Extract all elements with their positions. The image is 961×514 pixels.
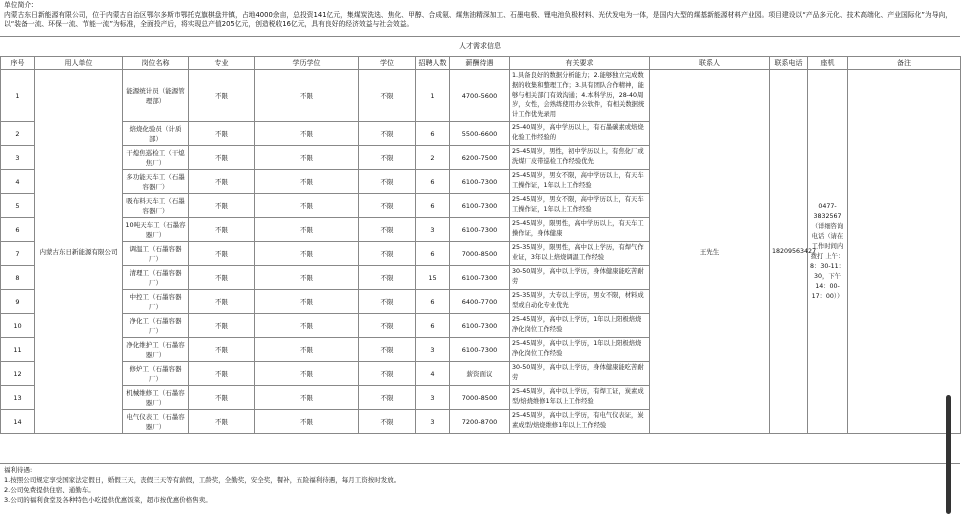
degree-cell: 不限: [359, 242, 416, 266]
salary-cell: 6200-7500: [450, 146, 510, 170]
degree-cell: 不限: [359, 218, 416, 242]
position-name: 净化维护工（石墨容器厂）: [123, 338, 189, 362]
contact-phone: 18209563427: [770, 70, 808, 434]
degree-cell: 不限: [359, 170, 416, 194]
benefits-heading: 福利待遇:: [4, 466, 33, 474]
position-name: 能源统计员（能源管理部）: [123, 70, 189, 122]
hire-count: 6: [416, 194, 450, 218]
salary-cell: 5500-6600: [450, 122, 510, 146]
requirements-cell: 25-35周岁，大专以上学历，男女不限，材料成型或自动化专业优先: [510, 290, 650, 314]
column-header: 学位: [359, 57, 416, 70]
degree-cell: 不限: [359, 410, 416, 434]
intro-heading: 单位简介:: [4, 1, 34, 9]
hire-count: 3: [416, 338, 450, 362]
position-name: 干熄焦巡检工（干熄焦厂）: [123, 146, 189, 170]
salary-cell: 6100-7300: [450, 338, 510, 362]
major-cell: 不限: [189, 266, 255, 290]
row-number: 2: [1, 122, 35, 146]
position-name: 调温工（石墨容器厂）: [123, 242, 189, 266]
column-header: 岗位名称: [123, 57, 189, 70]
hire-count: 3: [416, 410, 450, 434]
job-table: [0, 56, 961, 434]
row-number: 14: [1, 410, 35, 434]
salary-cell: 6100-7300: [450, 194, 510, 218]
education-cell: 不限: [255, 338, 359, 362]
major-cell: 不限: [189, 122, 255, 146]
table-row: [1, 70, 961, 122]
major-cell: 不限: [189, 146, 255, 170]
degree-cell: 不限: [359, 386, 416, 410]
row-number: 8: [1, 266, 35, 290]
requirements-cell: 25-45周岁，高中以上学历，1年以上阳极焙烧净化岗位工作经验: [510, 314, 650, 338]
row-number: 13: [1, 386, 35, 410]
education-cell: 不限: [255, 194, 359, 218]
requirements-cell: 25-40周岁，高中学历以上，有石墨碳素或焙烧化验工作经验的: [510, 122, 650, 146]
degree-cell: 不限: [359, 146, 416, 170]
degree-cell: 不限: [359, 290, 416, 314]
column-header: 有关要求: [510, 57, 650, 70]
row-number: 7: [1, 242, 35, 266]
requirements-cell: 25-45周岁，高中以上学历，1年以上阳极焙烧净化岗位工作经验: [510, 338, 650, 362]
hire-count: 4: [416, 362, 450, 386]
contact-person: 王先生: [650, 70, 770, 434]
row-number: 6: [1, 218, 35, 242]
education-cell: 不限: [255, 146, 359, 170]
position-name: 修炉工（石墨容器厂）: [123, 362, 189, 386]
column-header: 联系电话: [770, 57, 808, 70]
requirements-cell: 25-45周岁，高中以上学历，有焊工证，炭素成型/焙烧维修1年以上工作经验: [510, 386, 650, 410]
major-cell: 不限: [189, 362, 255, 386]
education-cell: 不限: [255, 122, 359, 146]
degree-cell: 不限: [359, 362, 416, 386]
benefits-section: [0, 463, 960, 514]
column-header: 用人单位: [35, 57, 123, 70]
requirements-cell: 25-45周岁，高中以上学历，有电气仪表证，炭素成型/焙烧维修1年以上工作经验: [510, 410, 650, 434]
row-number: 12: [1, 362, 35, 386]
hire-count: 6: [416, 122, 450, 146]
requirements-cell: 25-35周岁，限男性，高中以上学历，有焊气作业证，3年以上焙烧调温工作经验: [510, 242, 650, 266]
major-cell: 不限: [189, 170, 255, 194]
column-header: 专业: [189, 57, 255, 70]
benefit-item-1: 1.按照公司规定享受国家法定假日，婚假三天，丧假三天等有薪假，工龄奖，全勤奖，安全奖，餐补，五险福利待遇，每月工资按时发放。: [4, 476, 401, 484]
salary-cell: 6100-7300: [450, 314, 510, 338]
major-cell: 不限: [189, 290, 255, 314]
column-header: 备注: [848, 57, 961, 70]
education-cell: 不限: [255, 290, 359, 314]
column-header: 学历学位: [255, 57, 359, 70]
education-cell: 不限: [255, 242, 359, 266]
hire-count: 6: [416, 290, 450, 314]
degree-cell: 不限: [359, 122, 416, 146]
education-cell: 不限: [255, 70, 359, 122]
salary-cell: 7000-8500: [450, 386, 510, 410]
major-cell: 不限: [189, 70, 255, 122]
major-cell: 不限: [189, 242, 255, 266]
education-cell: 不限: [255, 410, 359, 434]
degree-cell: 不限: [359, 194, 416, 218]
column-header: 联系人: [650, 57, 770, 70]
column-header: 招聘人数: [416, 57, 450, 70]
column-header: 序号: [1, 57, 35, 70]
row-number: 9: [1, 290, 35, 314]
hire-count: 1: [416, 70, 450, 122]
row-number: 5: [1, 194, 35, 218]
position-name: 吸布料天车工（石墨容器厂）: [123, 194, 189, 218]
position-name: 清理工（石墨容器厂）: [123, 266, 189, 290]
remarks-cell: [848, 70, 961, 434]
hire-count: 3: [416, 386, 450, 410]
major-cell: 不限: [189, 218, 255, 242]
row-number: 1: [1, 70, 35, 122]
hire-count: 6: [416, 242, 450, 266]
column-header: 薪酬待遇: [450, 57, 510, 70]
hire-count: 15: [416, 266, 450, 290]
education-cell: 不限: [255, 314, 359, 338]
salary-cell: 6400-7700: [450, 290, 510, 314]
section-title: 人才需求信息: [0, 37, 960, 57]
major-cell: 不限: [189, 338, 255, 362]
requirements-cell: 30-50周岁，高中以上学历，身体健康能吃苦耐劳: [510, 362, 650, 386]
row-number: 10: [1, 314, 35, 338]
position-name: 净化工（石墨容器厂）: [123, 314, 189, 338]
hire-count: 2: [416, 146, 450, 170]
education-cell: 不限: [255, 266, 359, 290]
requirements-cell: 30-50周岁，高中以上学历，身体健康能吃苦耐劳: [510, 266, 650, 290]
salary-cell: 6100-7300: [450, 170, 510, 194]
requirements-cell: 25-45周岁，男女不限，高中学历以上，有天车工操作证，1年以上工作经验: [510, 170, 650, 194]
major-cell: 不限: [189, 410, 255, 434]
education-cell: 不限: [255, 362, 359, 386]
major-cell: 不限: [189, 194, 255, 218]
salary-cell: 6100-7300: [450, 266, 510, 290]
degree-cell: 不限: [359, 266, 416, 290]
requirements-cell: 1.具备良好的数据分析能力；2.能够独立完成数据的收集和整理工作；3.具有团队合作精神，能够与相关部门有效沟通；4.本科学历，28-40周岁，女性，会熟练使用办公软件，有相关数据统计工作优先录用: [510, 70, 650, 122]
major-cell: 不限: [189, 386, 255, 410]
degree-cell: 不限: [359, 70, 416, 122]
position-name: 机械维修工（石墨容器厂）: [123, 386, 189, 410]
intro-text: 内蒙古东日新能源有限公司，位于内蒙古自治区鄂尔多斯市鄂托克旗棋盘井镇，占地4000余亩，总投资141亿元，集煤炭洗选、焦化、甲醇、合成氨、煤焦油精深加工、石墨电极、锂电池负极材料、光伏发电为一体，是国内大型的煤基新能源材料产业园。项目建设以“产品多元化、技术高端化、产业国际化”为导向，以“装备一流、环保一流、节能一流”为标准，全面投产后，将实现总产值205亿元，创造税收16亿元，具有良好的经济效益与社会效益。: [4, 10, 953, 28]
position-name: 电气仪表工（石墨容器厂）: [123, 410, 189, 434]
degree-cell: 不限: [359, 338, 416, 362]
salary-cell: 6100-7300: [450, 218, 510, 242]
benefit-item-3: 3.公司的福利食堂及各种特色小吃提供优惠饭菜，超市按优惠价格售卖。: [4, 496, 212, 504]
benefit-item-2: 2.公司免费提供住宿、通勤车。: [4, 486, 95, 494]
requirements-cell: 25-45周岁，男性，初中学历以上，有焦化厂或洗煤厂皮带巡检工作经验优先: [510, 146, 650, 170]
hire-count: 6: [416, 170, 450, 194]
position-name: 焙烧化验员（计质部）: [123, 122, 189, 146]
company-intro: [0, 0, 960, 37]
position-name: 10吨天车工（石墨容器厂）: [123, 218, 189, 242]
row-number: 4: [1, 170, 35, 194]
education-cell: 不限: [255, 170, 359, 194]
landline-cell: 0477-3832567（详细咨询电话（请在工作时间内拨打 上午：8：30-11：30，下午14：00-17：00））: [808, 70, 848, 434]
hire-count: 6: [416, 314, 450, 338]
employer-cell: 内蒙古东日新能源有限公司: [35, 70, 123, 434]
row-number: 3: [1, 146, 35, 170]
column-header: 座机: [808, 57, 848, 70]
salary-cell: 7200-8700: [450, 410, 510, 434]
salary-cell: 薪资面议: [450, 362, 510, 386]
requirements-cell: 25-45周岁，男女不限，高中学历以上，有天车工操作证，1年以上工作经验: [510, 194, 650, 218]
education-cell: 不限: [255, 218, 359, 242]
position-name: 中控工（石墨容器厂）: [123, 290, 189, 314]
position-name: 多功能天车工（石墨容器厂）: [123, 170, 189, 194]
hire-count: 3: [416, 218, 450, 242]
degree-cell: 不限: [359, 314, 416, 338]
table-header-row: [1, 57, 961, 70]
requirements-cell: 25-45周岁，限男性，高中学历以上，有天车工操作证，身体健康: [510, 218, 650, 242]
row-number: 11: [1, 338, 35, 362]
major-cell: 不限: [189, 314, 255, 338]
salary-cell: 4700-5600: [450, 70, 510, 122]
vertical-scrollbar[interactable]: [946, 395, 951, 514]
education-cell: 不限: [255, 386, 359, 410]
salary-cell: 7000-8500: [450, 242, 510, 266]
